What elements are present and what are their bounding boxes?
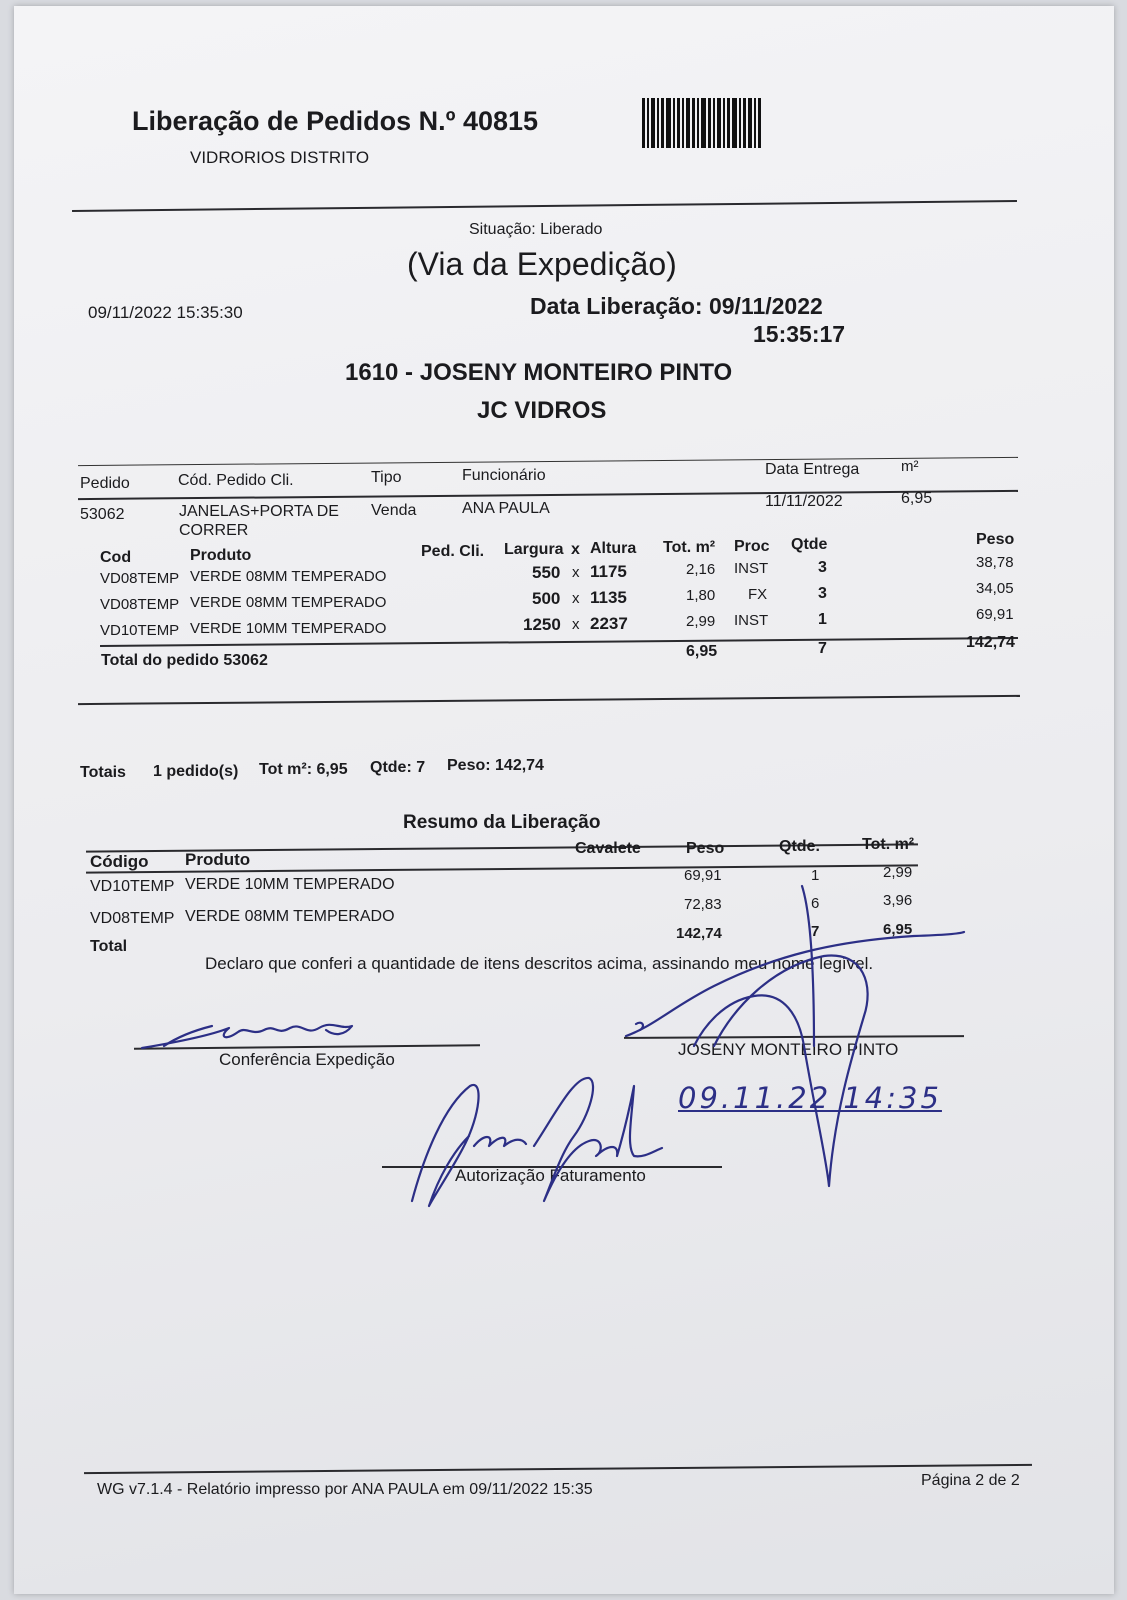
item-largura: 500 — [532, 589, 561, 608]
summary-title: Resumo da Liberação — [403, 812, 601, 833]
item-produto: VERDE 08MM TEMPERADO — [190, 568, 387, 585]
summary-codigo: VD10TEMP — [90, 878, 175, 895]
item-proc: INST — [734, 612, 769, 629]
summary-total-qtde: 7 — [811, 923, 820, 940]
items-col-produto: Produto — [190, 547, 252, 564]
divider — [78, 695, 1020, 705]
summary-col-tot-m2: Tot. m² — [862, 836, 915, 853]
item-cod: VD08TEMP — [100, 596, 180, 613]
item-x: x — [572, 616, 580, 633]
item-x: x — [572, 564, 580, 581]
summary-total-label: Total — [90, 938, 128, 955]
item-tot-m2: 1,80 — [686, 587, 716, 604]
totals-peso: Peso: 142,74 — [447, 757, 544, 774]
item-peso: 38,78 — [976, 554, 1014, 571]
item-qtde: 3 — [818, 559, 827, 576]
items-col-peso: Peso — [976, 531, 1015, 548]
order-total-m2: 6,95 — [686, 643, 718, 660]
signature-label-client: JOSENY MONTEIRO PINTO — [678, 1040, 899, 1059]
declaration-text: Declaro que conferi a quantidade de itens descritos acima, assinando meu nome legível. — [205, 954, 874, 973]
item-largura: 1250 — [523, 615, 561, 634]
order-total-qtde: 7 — [818, 640, 827, 657]
item-qtde: 1 — [818, 611, 827, 628]
document-title: Liberação de Pedidos N.º 40815 — [132, 106, 539, 136]
item-qtde: 3 — [818, 585, 827, 602]
col-data-entrega: Data Entrega — [765, 461, 860, 478]
summary-col-peso: Peso — [686, 840, 725, 857]
via-heading: (Via da Expedição) — [407, 246, 677, 282]
items-col-qtde: Qtde — [791, 536, 828, 553]
item-largura: 550 — [532, 563, 561, 582]
order-number: 53062 — [80, 506, 125, 523]
delivery-date: 11/11/2022 — [765, 493, 843, 510]
divider — [78, 490, 1018, 500]
summary-peso: 69,91 — [684, 867, 722, 884]
item-altura: 1175 — [590, 562, 627, 581]
summary-produto: VERDE 08MM TEMPERADO — [185, 908, 395, 925]
totals-pedidos: 1 pedido(s) — [153, 763, 239, 780]
item-altura: 1135 — [590, 588, 627, 607]
divider — [100, 637, 1018, 647]
company-name: VIDRORIOS DISTRITO — [190, 148, 370, 167]
col-tipo: Tipo — [371, 469, 402, 486]
page-number: Página 2 de 2 — [921, 1472, 1020, 1489]
summary-qtde: 1 — [811, 867, 820, 884]
summary-col-codigo: Código — [90, 852, 149, 871]
summary-produto: VERDE 10MM TEMPERADO — [185, 876, 395, 893]
summary-total-m2: 6,95 — [883, 921, 913, 938]
items-col-largura: Largura — [504, 541, 564, 558]
release-date: Data Liberação: 09/11/2022 — [530, 293, 823, 319]
items-col-cod: Cod — [100, 549, 132, 566]
employee-name: ANA PAULA — [462, 500, 550, 517]
item-proc: INST — [734, 560, 769, 577]
divider — [84, 1464, 1032, 1474]
client-order-code-cont: CORRER — [179, 522, 249, 539]
items-col-x: x — [571, 541, 580, 558]
summary-col-cavalete: Cavalete — [575, 840, 641, 857]
barcode — [642, 98, 761, 148]
order-total-label: Total do pedido 53062 — [101, 652, 268, 669]
items-col-tot-m2: Tot. m² — [663, 539, 716, 556]
document-sheet — [14, 6, 1114, 1594]
col-funcionario: Funcionário — [462, 467, 546, 484]
divider — [78, 457, 1018, 466]
summary-tot-m2: 3,96 — [883, 892, 913, 909]
items-col-altura: Altura — [590, 540, 637, 557]
handwritten-signatures — [14, 6, 1114, 1594]
order-total-peso: 142,74 — [966, 634, 1015, 651]
signature-label-autorizacao: Autorização Faturamento — [455, 1166, 646, 1185]
item-peso: 69,91 — [976, 606, 1014, 623]
summary-qtde: 6 — [811, 895, 820, 912]
order-type: Venda — [371, 502, 417, 519]
item-cod: VD10TEMP — [100, 622, 180, 639]
summary-col-qtde: Qtde. — [779, 838, 820, 855]
signature-line — [624, 1035, 964, 1039]
totals-m2: Tot m²: 6,95 — [259, 761, 348, 778]
item-tot-m2: 2,99 — [686, 613, 716, 630]
item-produto: VERDE 10MM TEMPERADO — [190, 620, 387, 637]
item-peso: 34,05 — [976, 580, 1014, 597]
col-m2: m² — [901, 458, 919, 475]
printed-datetime: 09/11/2022 15:35:30 — [88, 303, 243, 322]
summary-peso: 72,83 — [684, 896, 722, 913]
item-x: x — [572, 590, 580, 607]
col-pedido: Pedido — [80, 475, 130, 492]
summary-tot-m2: 2,99 — [883, 864, 913, 881]
item-proc: FX — [748, 586, 768, 603]
divider — [72, 200, 1017, 212]
summary-col-produto: Produto — [185, 850, 251, 869]
client-name: 1610 - JOSENY MONTEIRO PINTO — [345, 359, 733, 386]
item-tot-m2: 2,16 — [686, 561, 716, 578]
status-text: Situação: Liberado — [469, 221, 603, 238]
client-trade-name: JC VIDROS — [477, 397, 607, 424]
items-col-ped-cli: Ped. Cli. — [421, 543, 485, 560]
item-altura: 2237 — [590, 614, 628, 633]
item-cod: VD08TEMP — [100, 570, 180, 587]
item-produto: VERDE 08MM TEMPERADO — [190, 594, 387, 611]
totals-label: Totais — [80, 764, 126, 781]
client-order-code: JANELAS+PORTA DE — [179, 503, 339, 520]
summary-codigo: VD08TEMP — [90, 910, 175, 927]
totals-qtde: Qtde: 7 — [370, 759, 426, 776]
summary-total-peso: 142,74 — [676, 925, 722, 942]
order-m2: 6,95 — [901, 490, 933, 507]
signature-line — [134, 1044, 480, 1050]
footer-print-info: WG v7.1.4 - Relatório impresso por ANA PAULA em 09/11/2022 15:35 — [97, 1481, 593, 1498]
signature-label-conferencia: Conferência Expedição — [219, 1050, 395, 1069]
col-cod-pedido-cli: Cód. Pedido Cli. — [178, 472, 294, 489]
handwritten-date: 09.11.22 14:35 — [678, 1081, 942, 1115]
release-time: 15:35:17 — [753, 321, 846, 347]
items-col-proc: Proc — [734, 538, 770, 555]
